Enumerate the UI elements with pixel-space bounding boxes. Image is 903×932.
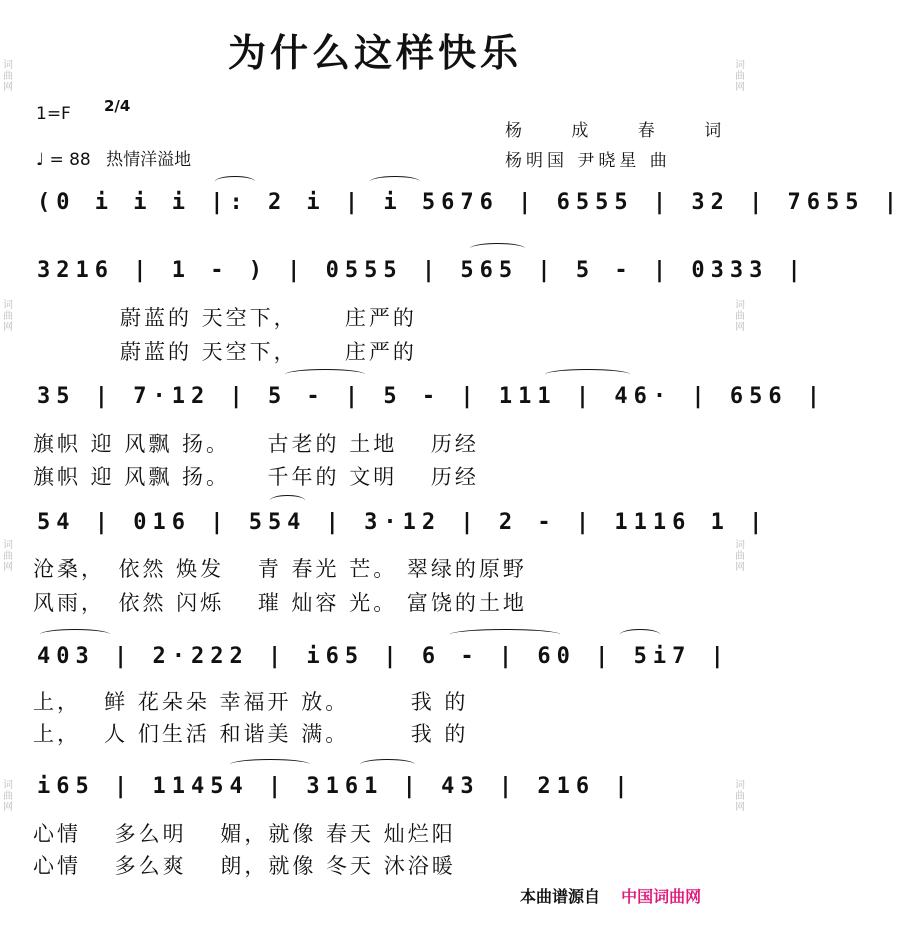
time-signature: 2/4 <box>104 97 131 115</box>
notation: 35 | 7·12 | 5 - | 5 - | 111 | 46· | 656 | <box>37 384 827 409</box>
slur <box>215 176 255 187</box>
source-label: 本曲谱源自 <box>520 887 601 906</box>
notation: 403 | 2·222 | i65 | 6 - | 60 | 5i7 | <box>37 644 730 669</box>
lyric-verse-2: 心情 多么爽 朗，就像 冬天 沐浴暖 <box>33 854 456 878</box>
lyric-verse-1: 沧桑， 依然 焕发 青 春光 芒。 翠绿的原野 <box>33 557 527 581</box>
watermark-left: 词曲网 <box>3 300 13 333</box>
lyric-verse-2: 旗帜 迎 风飘 扬。 千年的 文明 历经 <box>33 465 479 489</box>
slur <box>40 629 110 640</box>
lyric-verse-1: 蔚蓝的 天空下， 庄严的 <box>120 306 417 330</box>
notation: (0 i i i |: 2 i | i 5676 | 6555 | 32 | 7655 | <box>37 190 903 215</box>
tempo-value: = 88 <box>49 150 91 170</box>
score-line-6 <box>33 766 717 814</box>
slur <box>545 369 630 380</box>
slur <box>360 759 415 770</box>
lyric-verse-1: 旗帜 迎 风飘 扬。 古老的 土地 历经 <box>33 432 479 456</box>
slur <box>230 759 310 770</box>
lyricist-credit: 杨 成 春 词 <box>505 121 744 141</box>
slur <box>370 176 420 187</box>
score-line-3 <box>33 376 827 424</box>
slur <box>450 629 560 640</box>
notation: 3216 | 1 - ) | 0555 | 565 | 5 - | 0333 | <box>37 258 807 283</box>
watermark-right: 词曲网 <box>735 300 745 333</box>
score-line-5 <box>33 636 730 684</box>
slur <box>270 495 305 506</box>
page-title: 为什么这样快乐 <box>227 31 522 75</box>
watermark-right: 词曲网 <box>735 780 745 813</box>
tempo-marking <box>36 145 191 170</box>
lyric-verse-2: 蔚蓝的 天空下， 庄严的 <box>120 340 417 364</box>
key-signature <box>36 104 71 124</box>
watermark-right: 词曲网 <box>735 540 745 573</box>
slur <box>470 243 525 254</box>
watermark-left: 词曲网 <box>3 540 13 573</box>
watermark-right: 词曲网 <box>735 60 745 93</box>
score-line-4 <box>33 502 769 550</box>
score-line-2 <box>33 250 807 298</box>
slur <box>620 629 660 640</box>
score-line-1 <box>33 182 903 230</box>
source-credit <box>520 884 701 907</box>
watermark-left: 词曲网 <box>3 60 13 93</box>
composer-credit: 杨明国 尹晓星 曲 <box>505 151 671 171</box>
key-label: 1=F <box>36 104 71 124</box>
slur <box>285 369 365 380</box>
source-site-link[interactable]: 中国词曲网 <box>621 887 702 906</box>
expression: 热情洋溢地 <box>106 150 192 170</box>
lyric-verse-1: 心情 多么明 媚，就像 春天 灿烂阳 <box>33 822 456 846</box>
quarter-note-icon: ♩ <box>36 150 45 170</box>
lyric-verse-2: 风雨， 依然 闪烁 璀 灿容 光。 富饶的土地 <box>33 591 527 615</box>
notation: i65 | 11454 | 3161 | 43 | 216 | <box>37 774 634 799</box>
lyric-verse-2: 上， 人 们生活 和谐美 满。 我 的 <box>33 722 469 746</box>
lyric-verse-1: 上， 鲜 花朵朵 幸福开 放。 我 的 <box>33 690 469 714</box>
notation: 54 | 016 | 554 | 3·12 | 2 - | 1116 1 | <box>37 510 769 535</box>
watermark-left: 词曲网 <box>3 780 13 813</box>
